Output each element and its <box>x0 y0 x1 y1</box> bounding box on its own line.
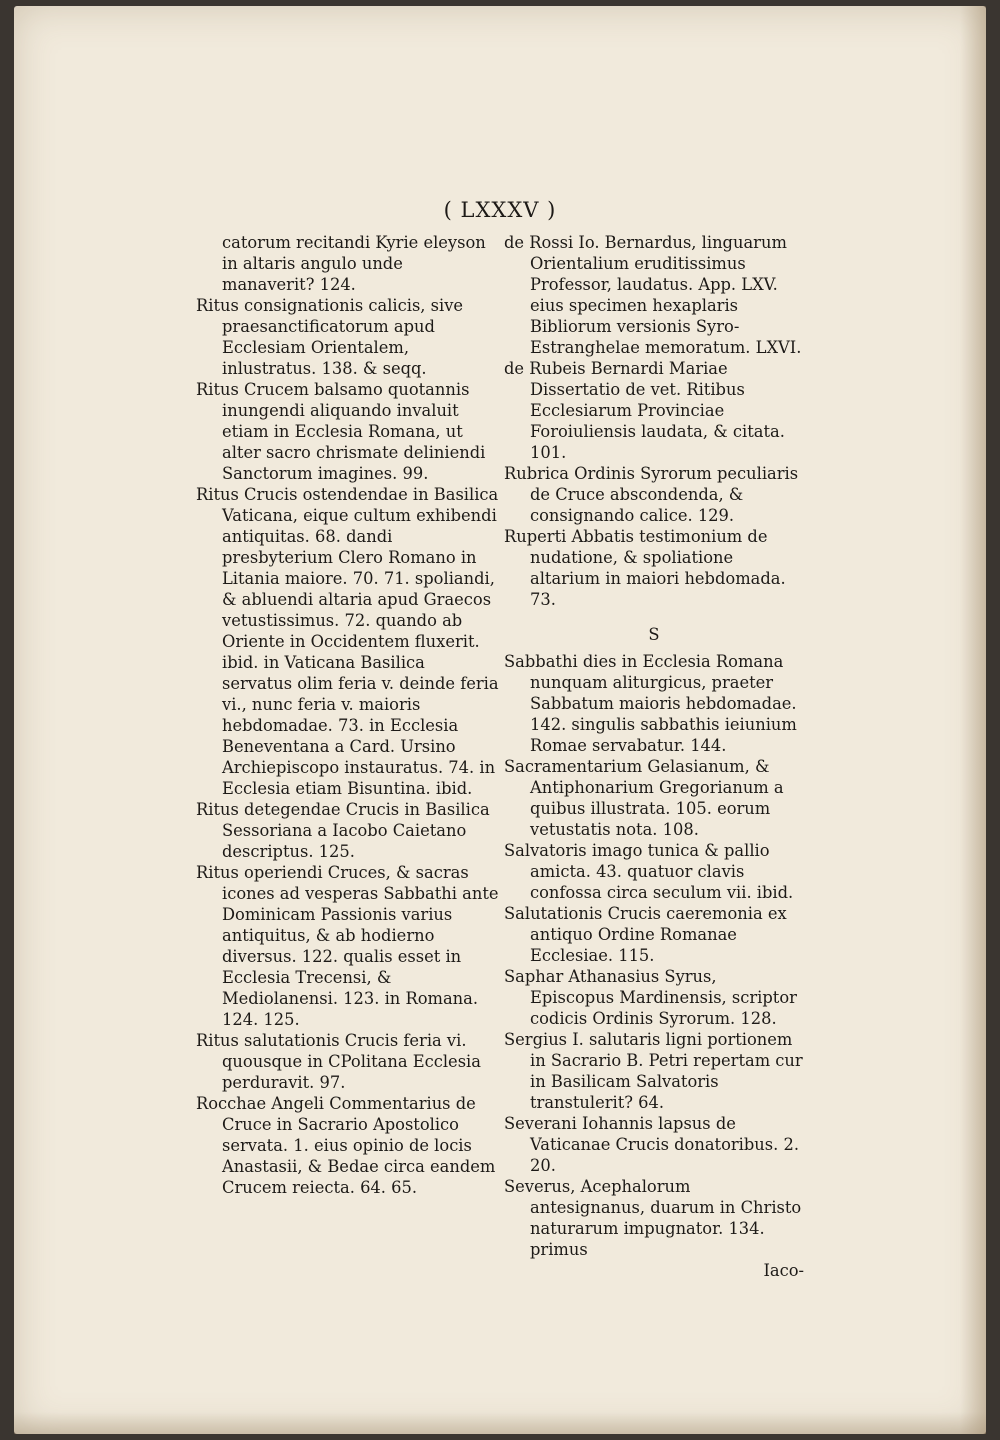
index-entry: Severus, Acephalorum antesignanus, duarum in Christo naturarum impugnator. 134. primus <box>504 1177 802 1259</box>
index-entry: Salutationis Crucis caeremonia ex antiquo Ordine Romanae Ecclesiae. 115. <box>504 904 787 965</box>
book-page <box>14 6 986 1434</box>
section-letter-heading: S <box>648 625 660 644</box>
index-entry: Ruperti Abbatis testimonium de nudatione, & spoliatione altarium in maiori hebdomada. 73. <box>504 527 786 609</box>
index-entry: Sacramentarium Gelasianum, & Antiphonarium Gregorianum a quibus illustrata. 105. eorum vetustatis nota. 108. <box>504 757 784 839</box>
index-entry: Rocchae Angeli Commentarius de Cruce in Sacrario Apostolico servata. 1. eius opinio de locis Anastasii, & Bedae circa eandem Crucem reiecta. 64. 65. <box>196 1094 496 1197</box>
index-entry: Ritus detegendae Crucis in Basilica Sessoriana a Iacobo Caietano descriptus. 125. <box>196 800 490 861</box>
index-entry: Ritus consignationis calicis, sive praesanctificatorum apud Ecclesiam Orientalem, inlustratus. 138. & seqq. <box>196 296 464 378</box>
index-entry: Ritus operiendi Cruces, & sacras icones ad vesperas Sabbathi ante Dominicam Passionis varius antiquitus, & ab hodierno diversus. 122. qualis esset in Ecclesia Trecensi, & Mediolanensi. 123. in Romana. 124. 125. <box>196 863 499 1029</box>
index-entry: Rubrica Ordinis Syrorum peculiaris de Cruce abscondenda, & consignando calice. 129. <box>504 464 799 525</box>
page-bottom-edge <box>14 1412 986 1434</box>
page-number-header: ( LXXXV ) <box>443 198 557 222</box>
index-entry: Saphar Athanasius Syrus, Episcopus Mardinensis, scriptor codicis Ordinis Syrorum. 128. <box>504 967 797 1028</box>
index-entry: Severani Iohannis lapsus de Vaticanae Crucis donatoribus. 2. 20. <box>504 1114 800 1175</box>
index-entry: Ritus Crucem balsamo quotannis inungendi aliquando invaluit etiam in Ecclesia Romana, ut alter sacro chrismate deliniendi Sanctorum imagines. 99. <box>196 380 486 483</box>
index-entry: Ritus salutationis Crucis feria vi. quousque in CPolitana Ecclesia perduravit. 97. <box>196 1031 481 1092</box>
index-entry: Sabbathi dies in Ecclesia Romana nunquam aliturgicus, praeter Sabbatum maioris hebdomadae. 142. singulis sabbathis ieiunium Romae servabatur. 144. <box>504 652 797 755</box>
index-entry: Sergius I. salutaris ligni portionem in Sacrario B. Petri repertam cur in Basilicam Salvatoris transtulerit? 64. <box>504 1030 803 1112</box>
catchword: Iaco- <box>763 1261 804 1280</box>
index-entry: de Rossi Io. Bernardus, linguarum Orientalium eruditissimus Professor, laudatus. App. LXV. eius specimen hexaplaris Bibliorum versionis Syro-Estranghelae memoratum. LXVI. <box>504 233 802 357</box>
left-column <box>196 232 500 1198</box>
right-column <box>504 232 804 1281</box>
index-entry: catorum recitandi Kyrie eleyson in altaris angulo unde manaverit? 124. <box>222 233 486 294</box>
index-entry: Salvatoris imago tunica & pallio amicta. 43. quatuor clavis confossa circa seculum vii. ibid. <box>504 841 794 902</box>
index-entry: Ritus Crucis ostendendae in Basilica Vaticana, eique cultum exhibendi antiquitas. 68. dandi presbyterium Clero Romano in Litania maiore. 70. 71. spoliandi, & abluendi altaria apud Graecos vetustissimus. 72. quando ab Oriente in Occidentem fluxerit. ibid. in Vaticana Basilica servatus olim feria v. deinde feria vi., nunc feria v. maioris hebdomadae. 73. in Ecclesia Beneventana a Card. Ursino Archiepiscopo instauratus. 74. in Ecclesia etiam Bisuntina. ibid. <box>196 485 499 798</box>
index-entry: de Rubeis Bernardi Mariae Dissertatio de vet. Ritibus Ecclesiarum Provinciae Foroiuliensis laudata, & citata. 101. <box>504 359 785 462</box>
